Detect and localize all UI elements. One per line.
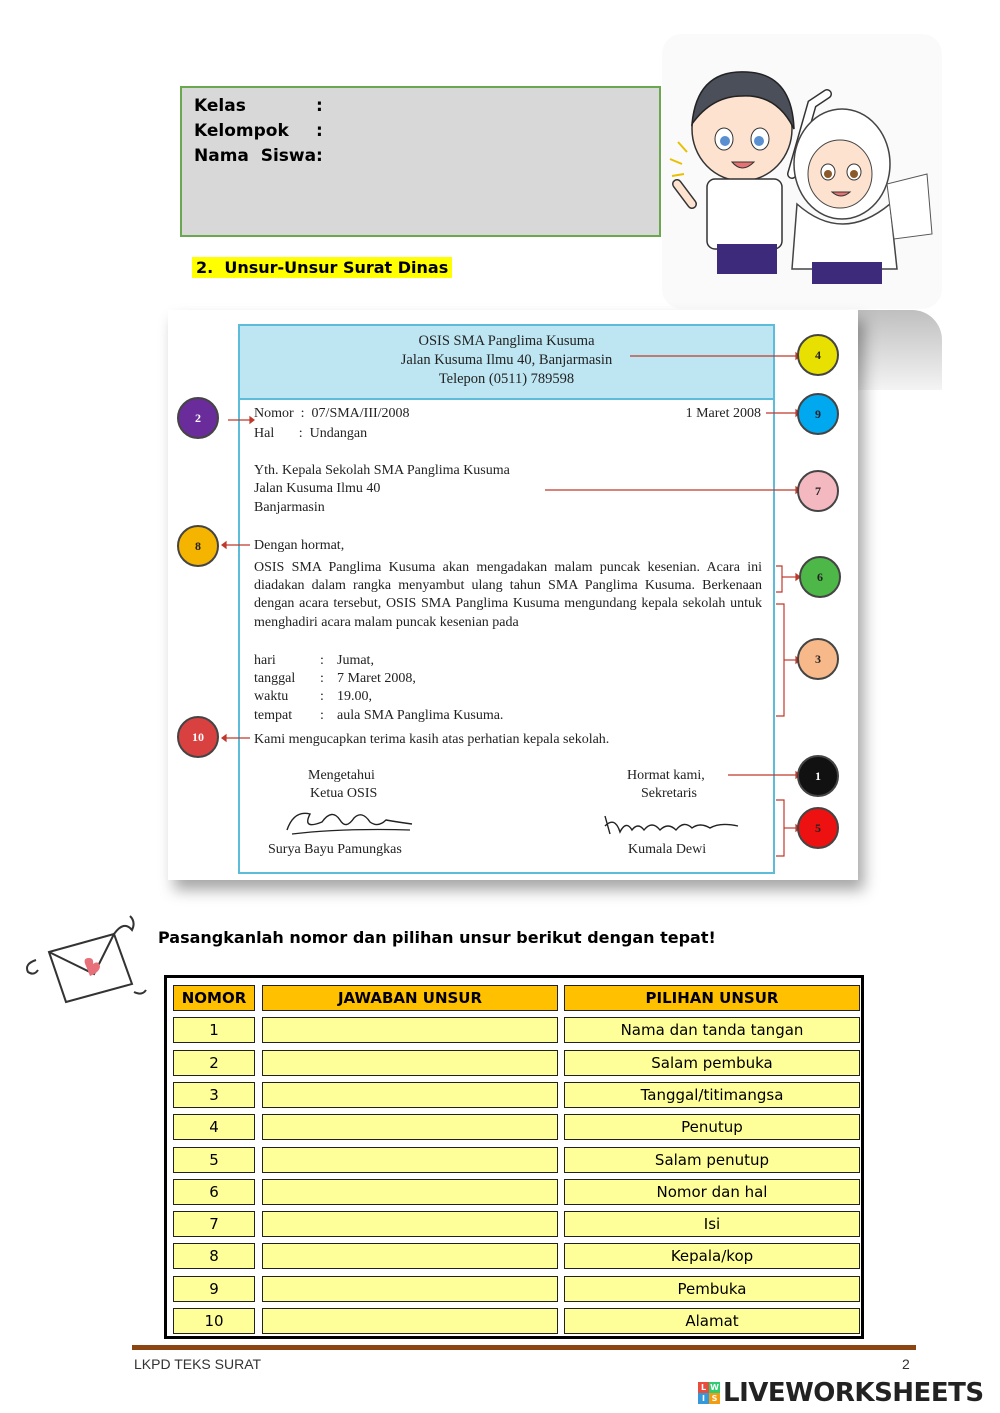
row-nomor: 8 xyxy=(173,1243,255,1269)
detail-colon: : xyxy=(320,689,324,704)
letter-address-line2: Jalan Kusuma Ilmu 40 xyxy=(254,481,381,496)
answer-input[interactable] xyxy=(262,1147,558,1173)
row-pilihan: Tanggal/titimangsa xyxy=(564,1082,860,1108)
footer-divider xyxy=(132,1345,916,1350)
detail-waktu-label: waktu xyxy=(254,689,289,704)
letter-nomor: Nomor : 07/SMA/III/2008 xyxy=(254,406,410,421)
answer-input[interactable] xyxy=(262,1050,558,1076)
row-pilihan: Isi xyxy=(564,1211,860,1237)
right-sign-line1: Hormat kami, xyxy=(627,768,705,783)
marker-10-label: 10 xyxy=(192,729,204,744)
kop-org-name: OSIS SMA Panglima Kusuma xyxy=(418,333,595,349)
footer-title: LKPD TEKS SURAT xyxy=(134,1356,262,1372)
kelompok-sep: : xyxy=(316,121,323,141)
row-nomor: 9 xyxy=(173,1276,255,1302)
marker-1 xyxy=(797,755,839,797)
detail-colon: : xyxy=(320,653,324,668)
instruction-text: Pasangkanlah nomor dan pilihan unsur berikut dengan tepat! xyxy=(158,928,716,947)
left-sign-line2: Ketua OSIS xyxy=(310,786,378,801)
row-nomor: 4 xyxy=(173,1114,255,1140)
row-nomor: 1 xyxy=(173,1017,255,1043)
student-info-box xyxy=(180,86,661,237)
detail-hari-value: Jumat, xyxy=(337,653,374,668)
matching-table xyxy=(164,975,864,1339)
row-pilihan: Nomor dan hal xyxy=(564,1179,860,1205)
answer-input[interactable] xyxy=(262,1211,558,1237)
answer-input[interactable] xyxy=(262,1017,558,1043)
letter-body: OSIS SMA Panglima Kusuma akan mengadakan malam puncak kesenian. Acara ini diadakan dalam rangka menyambut ulang tahun SMA Panglima Kusuma. Berkenaan dengan acara tersebut, OSIS SMA Panglima Kusuma mengundang kepala sekolah untuk menghadiri acara malam puncak kesenian pada xyxy=(254,560,762,630)
liveworksheets-icon xyxy=(698,1382,720,1404)
row-pilihan: Salam pembuka xyxy=(564,1050,860,1076)
header-jawaban: JAWABAN UNSUR xyxy=(262,985,558,1011)
marker-4 xyxy=(797,334,839,376)
logo-tile-s: S xyxy=(709,1393,720,1404)
marker-9-label: 9 xyxy=(815,406,821,421)
row-nomor: 3 xyxy=(173,1082,255,1108)
detail-waktu-value: 19.00, xyxy=(337,689,372,704)
info-row-kelas xyxy=(194,94,647,119)
detail-tanggal-label: tanggal xyxy=(254,671,296,686)
row-nomor: 7 xyxy=(173,1211,255,1237)
marker-4-label: 4 xyxy=(815,347,821,362)
info-row-kelompok xyxy=(194,119,647,144)
answer-input[interactable] xyxy=(262,1179,558,1205)
nama-siswa-label: Nama Siswa xyxy=(194,146,317,166)
answer-input[interactable] xyxy=(262,1308,558,1334)
detail-colon: : xyxy=(320,708,324,723)
left-sign-name: Surya Bayu Pamungkas xyxy=(268,842,402,857)
marker-5-label: 5 xyxy=(815,820,821,835)
header-nomor: NOMOR xyxy=(173,985,255,1011)
row-pilihan: Pembuka xyxy=(564,1276,860,1302)
row-nomor: 10 xyxy=(173,1308,255,1334)
answer-input[interactable] xyxy=(262,1082,558,1108)
right-sign-line2: Sekretaris xyxy=(641,786,697,801)
marker-5 xyxy=(797,807,839,849)
answer-input[interactable] xyxy=(262,1276,558,1302)
row-pilihan: Salam penutup xyxy=(564,1147,860,1173)
info-row-nama xyxy=(194,144,647,169)
letter-closing: Kami mengucapkan terima kasih atas perhatian kepala sekolah. xyxy=(254,732,610,747)
letter-date: 1 Maret 2008 xyxy=(685,406,761,421)
marker-9 xyxy=(797,393,839,435)
love-letter-icon xyxy=(14,912,154,1012)
page-number: 2 xyxy=(902,1356,910,1372)
letter-salutation: Dengan hormat, xyxy=(254,538,345,553)
marker-6 xyxy=(799,556,841,598)
students-cartoon-illustration xyxy=(662,34,942,309)
row-pilihan: Kepala/kop xyxy=(564,1243,860,1269)
row-pilihan: Penutup xyxy=(564,1114,860,1140)
left-signature xyxy=(282,800,417,840)
marker-6-label: 6 xyxy=(817,569,823,584)
letter-kop xyxy=(240,326,773,400)
marker-8 xyxy=(177,525,219,567)
logo-tile-i: I xyxy=(698,1393,709,1404)
marker-10 xyxy=(177,716,219,758)
logo-tile-w: W xyxy=(710,1383,719,1392)
left-sign-line1: Mengetahui xyxy=(308,768,375,783)
marker-8-label: 8 xyxy=(195,538,201,553)
row-pilihan: Alamat xyxy=(564,1308,860,1334)
liveworksheets-wordmark: LIVEWORKSHEETS xyxy=(723,1378,984,1408)
row-nomor: 6 xyxy=(173,1179,255,1205)
header-pilihan: PILIHAN UNSUR xyxy=(564,985,860,1011)
right-sign-name: Kumala Dewi xyxy=(628,842,707,857)
detail-colon: : xyxy=(320,671,324,686)
kop-phone: Telepon (0511) 789598 xyxy=(438,371,575,387)
liveworksheets-logo[interactable] xyxy=(698,1378,984,1408)
section-title: 2. Unsur-Unsur Surat Dinas xyxy=(192,257,452,278)
marker-2-label: 2 xyxy=(195,410,201,425)
detail-tanggal-value: 7 Maret 2008, xyxy=(337,671,416,686)
detail-tempat-value: aula SMA Panglima Kusuma. xyxy=(337,708,504,723)
marker-1-label: 1 xyxy=(815,768,821,783)
marker-7 xyxy=(797,470,839,512)
kelompok-label: Kelompok xyxy=(194,121,289,141)
detail-hari-label: hari xyxy=(254,653,276,668)
row-nomor: 2 xyxy=(173,1050,255,1076)
answer-input[interactable] xyxy=(262,1243,558,1269)
kelas-sep: : xyxy=(316,96,323,116)
letter-hal: Hal : Undangan xyxy=(254,426,368,441)
letter-address-line3: Banjarmasin xyxy=(254,500,325,515)
row-pilihan: Nama dan tanda tangan xyxy=(564,1017,860,1043)
right-signature xyxy=(600,806,745,842)
letter-address-line1: Yth. Kepala Sekolah SMA Panglima Kusuma xyxy=(254,463,510,478)
marker-3 xyxy=(797,638,839,680)
marker-2 xyxy=(177,397,219,439)
kelas-label: Kelas xyxy=(194,96,246,116)
nama-sep: : xyxy=(316,146,323,166)
official-letter xyxy=(238,324,775,874)
logo-tile-l: L xyxy=(698,1382,709,1393)
answer-input[interactable] xyxy=(262,1114,558,1140)
detail-tempat-label: tempat xyxy=(254,708,293,723)
marker-7-label: 7 xyxy=(815,483,821,498)
marker-3-label: 3 xyxy=(815,651,821,666)
row-nomor: 5 xyxy=(173,1147,255,1173)
kop-address: Jalan Kusuma Ilmu 40, Banjarmasin xyxy=(400,352,613,368)
